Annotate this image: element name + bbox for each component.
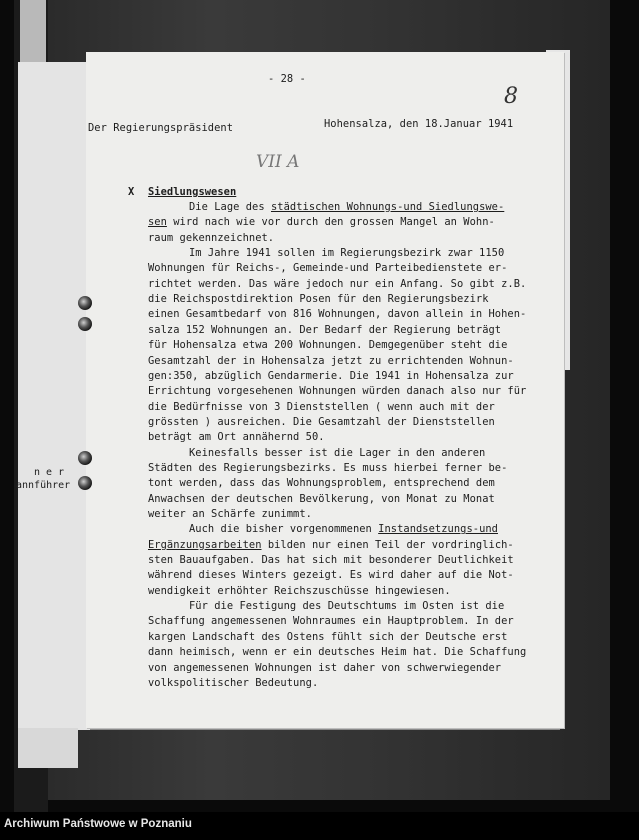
punch-hole [78,451,92,465]
text-line [148,584,451,599]
archive-name: Archiwum Państwowe w Poznaniu [4,818,192,830]
text-line [148,323,501,338]
text-run: weiter an Schärfe zunimmt. [148,508,312,520]
text-line [148,307,526,322]
text-line [148,492,495,507]
text-run: Wohnungen für Reichs-, Gemeinde-und Parteibedienstete er- [148,262,508,275]
text-run: salza 152 Wohnungen an. Der Bedarf der Regierung beträgt [148,323,502,336]
punch-hole [78,296,92,310]
text-line [189,446,485,461]
light-strip [20,0,46,70]
text-run: volkspolitischer Bedeutung. [148,676,319,689]
text-run: Für die Festigung des Deutschtums im Osten ist die [189,600,505,613]
text-line [148,538,514,553]
document-sheet [86,52,564,728]
text-line [189,599,504,614]
underlined-text-run: Instandsetzungs-und [378,523,498,536]
text-run: raum gekennzeichnet. [148,231,275,244]
text-line [148,277,526,292]
text-line [148,461,507,476]
text-run: Gesamtzahl der in Hohensalza jetzt zu errichtenden Wohnun- [148,354,514,367]
handwritten-page-mark: 8 [504,84,518,109]
text-run: einen Gesamtbedarf von 816 Wohnungen, davon allein in Hohen- [148,308,527,321]
handwritten-section-mark: VII A [256,152,300,172]
underlying-page-left-bottom [18,728,78,768]
text-line [148,261,507,276]
text-line [148,476,495,491]
text-run: Keinesfalls besser ist die Lager in den anderen [189,446,486,459]
text-run: bilden nur einen Teil der vordringlich- [261,538,514,551]
text-run: gen:350, abzüglich Gendarmerie. Die 1941 in Hohensalza zur [148,369,514,382]
text-line [148,553,514,568]
archive-footer [0,812,639,840]
text-run: während dieses Winters gezeigt. Es wird daher auf die Not- [148,569,514,582]
text-line [148,630,507,645]
text-run: dann heimisch, wenn er ein deutsches Heim hat. Die Schaffung [148,646,527,659]
text-run: richtet werden. Das wäre jedoch nur ein Anfang. So gibt z.B. [148,277,527,290]
underlined-text-run: Ergänzungsarbeiten [148,538,262,551]
text-line [148,215,495,230]
text-line [148,614,514,629]
text-run: wendigkeit erhöhter Reichszuschüsse hingewiesen. [148,584,451,597]
text-run: Die Lage des [189,201,271,213]
text-line [189,246,504,261]
punch-hole [78,476,92,490]
text-line [148,292,489,307]
text-line [148,415,495,430]
text-run: Schaffung angemessenen Wohnraumes ein Hauptproblem. In der [148,615,514,628]
text-line [148,369,514,384]
text-line [148,645,526,660]
text-run: sten Bauaufgaben. Das hat sich mit besonderer Deutlichkeit [148,554,514,567]
text-line [148,384,526,399]
text-run: beträgt am Ort annähernd 50. [148,431,325,444]
text-run: für Hohensalza etwa 200 Wohnungen. Demgegenüber steht die [148,339,508,352]
page-number: - 28 - [268,73,306,85]
text-run: grössten ) ausreichen. Die Gesamtzahl der Dienststellen [148,415,495,428]
text-run: kargen Landschaft des Ostens fühlt sich der Deutsche erst [148,630,508,643]
text-line [148,231,274,246]
text-line [189,522,498,537]
underlying-page-left [18,62,90,730]
text-line [148,568,514,583]
text-line [148,430,325,445]
section-heading: Siedlungswesen [148,186,237,198]
text-line [148,676,318,691]
text-run: Anwachsen der deutschen Bevölkerung, von Monat zu Monat [148,492,495,505]
text-line [148,338,507,353]
text-line [189,200,504,215]
section-label: X [128,186,135,198]
underlying-text-fragment: n e r [34,467,65,478]
text-line [148,354,514,369]
underlined-text-run: sen [148,216,167,229]
text-run: tont werden, dass das Wohnungsproblem, entsprechend dem [148,477,495,490]
place-date: Hohensalza, den 18.Januar 1941 [324,118,514,130]
underlined-text-run: städtischen Wohnungs-und Siedlungswe- [270,201,505,213]
punch-hole [78,317,92,331]
text-line [148,400,495,415]
sender: Der Regierungspräsident [88,122,234,134]
text-run: Errichtung vorgesehenen Wohnungen würden danach also nur für [148,385,527,398]
underlying-text-fragment: annführer [16,480,71,491]
text-run: wird nach wie vor durch den grossen Mangel an Wohn- [166,216,495,229]
text-run: von angemessenen Wohnungen ist daher von schwerwiegender [148,661,502,674]
text-line [148,661,501,676]
text-run: Städten des Regierungsbezirks. Es muss hierbei ferner be- [148,461,508,474]
text-run: die Bedürfnisse von 3 Dienststellen ( wenn auch mit der [148,400,495,413]
text-run: die Reichspostdirektion Posen für den Regierungsbezirk [148,293,489,306]
text-run: Im Jahre 1941 sollen im Regierungsbezirk zwar 1150 [189,247,505,260]
text-run: Auch die bisher vorgenommenen [189,523,379,536]
text-line [148,507,312,522]
